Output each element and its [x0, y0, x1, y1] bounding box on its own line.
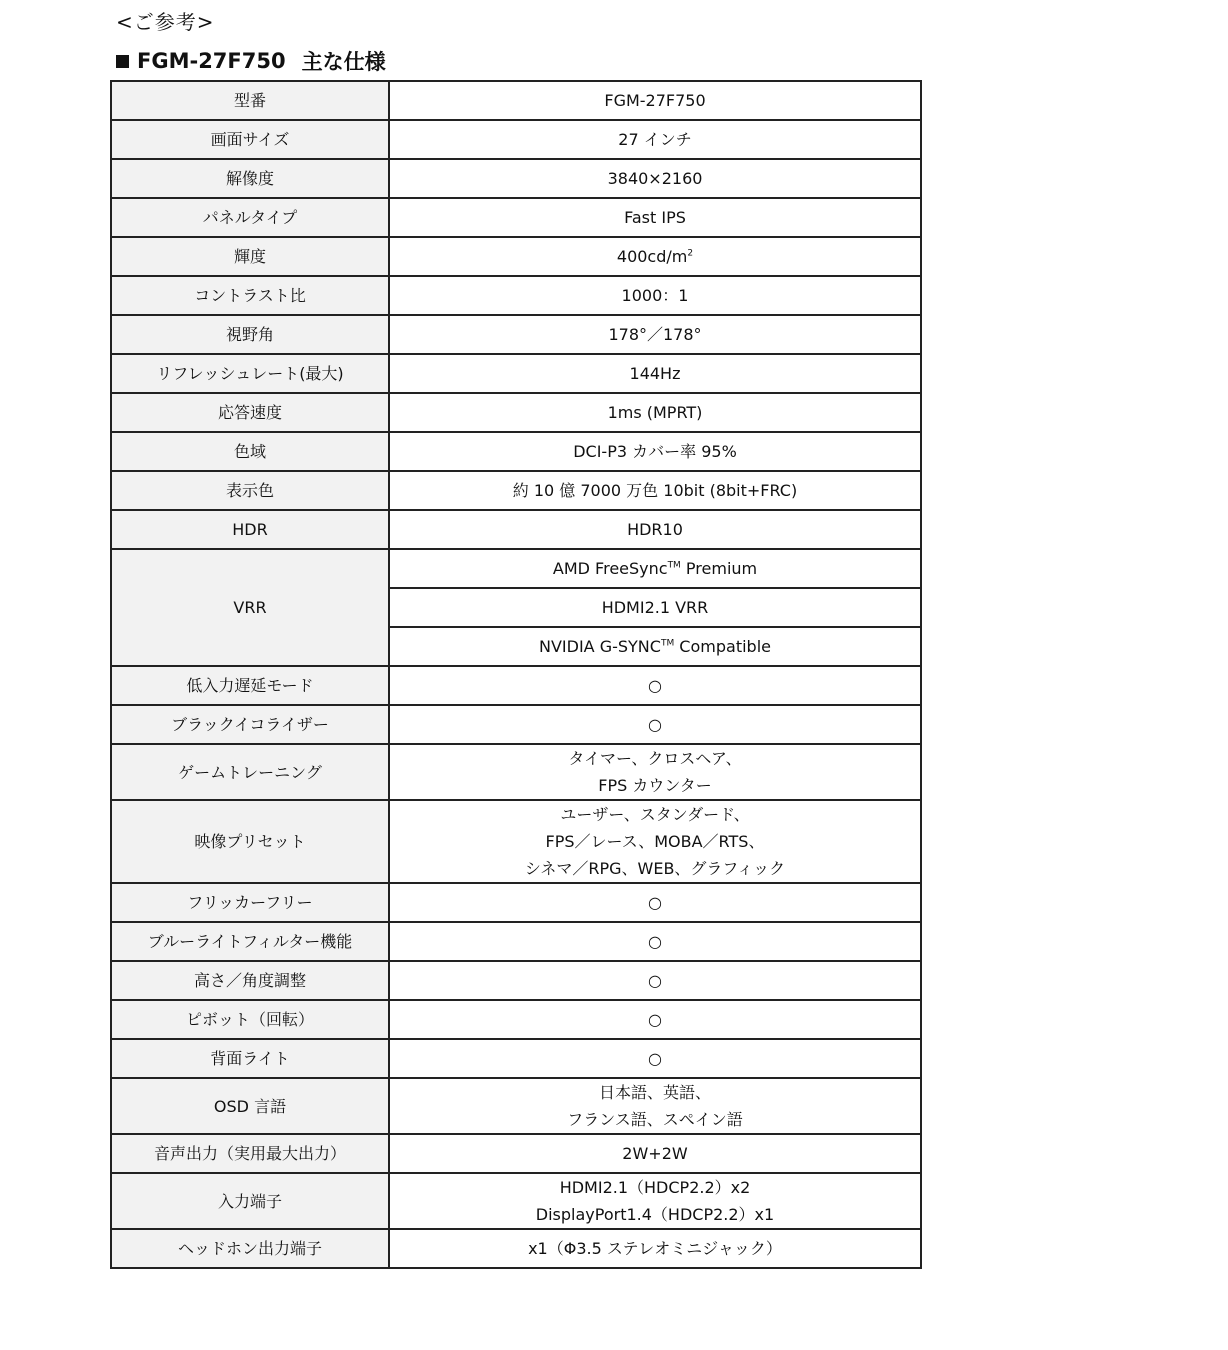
spec-value	[389, 800, 921, 883]
spec-label: フリッカーフリー	[111, 883, 389, 922]
spec-value-line: シネマ／RPG、WEB、グラフィック	[524, 859, 786, 878]
trademark-superscript: TM	[667, 560, 681, 571]
spec-value-line: DisplayPort1.4（HDCP2.2）x1	[535, 1205, 775, 1224]
spec-value: FGM-27F750	[389, 81, 921, 120]
spec-value: DCI-P3 カバー率 95%	[389, 432, 921, 471]
table-row	[111, 1039, 921, 1078]
brightness-superscript: 2	[687, 248, 694, 259]
spec-heading	[116, 46, 386, 76]
table-row	[111, 315, 921, 354]
spec-label: ピボット（回転）	[111, 1000, 389, 1039]
spec-value: ○	[389, 1000, 921, 1039]
reference-label: <ご参考>	[116, 10, 215, 34]
spec-value-line: 日本語、英語、	[598, 1083, 711, 1102]
table-row	[111, 549, 921, 588]
spec-value-line: FPS カウンター	[598, 776, 712, 795]
table-row	[111, 159, 921, 198]
spec-label: 低入力遅延モード	[111, 666, 389, 705]
spec-label: 輝度	[111, 237, 389, 276]
spec-value: ○	[389, 961, 921, 1000]
table-row	[111, 81, 921, 120]
spec-label: VRR	[111, 549, 389, 666]
table-row	[111, 922, 921, 961]
spec-label: 画面サイズ	[111, 120, 389, 159]
spec-label: 高さ／角度調整	[111, 961, 389, 1000]
spec-value	[389, 237, 921, 276]
spec-label: 入力端子	[111, 1173, 389, 1229]
table-row	[111, 666, 921, 705]
vrr-hdmi-text: HDMI2.1 VRR	[601, 598, 709, 617]
table-row	[111, 354, 921, 393]
spec-value: ○	[389, 922, 921, 961]
spec-value: ○	[389, 666, 921, 705]
table-row	[111, 276, 921, 315]
spec-value: x1（Φ3.5 ステレオミニジャック）	[389, 1229, 921, 1268]
spec-label: OSD 言語	[111, 1078, 389, 1134]
spec-value	[389, 1078, 921, 1134]
spec-value	[389, 588, 921, 627]
trademark-superscript: TM	[660, 638, 675, 649]
spec-value: HDR10	[389, 510, 921, 549]
table-row	[111, 961, 921, 1000]
spec-value: 3840×2160	[389, 159, 921, 198]
spec-value: 2W+2W	[389, 1134, 921, 1173]
spec-value-line: FPS／レース、MOBA／RTS、	[545, 832, 765, 851]
table-row	[111, 393, 921, 432]
table-row	[111, 237, 921, 276]
heading-suffix: 主な仕様	[301, 50, 386, 74]
spec-value	[389, 627, 921, 666]
spec-value: 1000：1	[389, 276, 921, 315]
spec-label: リフレッシュレート(最大)	[111, 354, 389, 393]
spec-table	[110, 80, 922, 1269]
spec-label: 音声出力（実用最大出力）	[111, 1134, 389, 1173]
vrr-gsync-text: NVIDIA G-SYNC	[539, 637, 661, 656]
spec-label: ブラックイコライザー	[111, 705, 389, 744]
spec-label: HDR	[111, 510, 389, 549]
table-row	[111, 883, 921, 922]
table-row	[111, 471, 921, 510]
spec-label: ブルーライトフィルター機能	[111, 922, 389, 961]
heading-model: FGM-27F750	[137, 49, 286, 73]
spec-label: 応答速度	[111, 393, 389, 432]
vrr-freesync-text: AMD FreeSync	[552, 559, 668, 578]
table-row	[111, 120, 921, 159]
spec-value: ○	[389, 1039, 921, 1078]
spec-label: 色域	[111, 432, 389, 471]
table-row	[111, 1229, 921, 1268]
table-row	[111, 1173, 921, 1229]
spec-label: 映像プリセット	[111, 800, 389, 883]
spec-label: パネルタイプ	[111, 198, 389, 237]
spec-value-line: フランス語、スペイン語	[567, 1110, 743, 1129]
spec-value: ○	[389, 883, 921, 922]
table-row	[111, 432, 921, 471]
spec-label: コントラスト比	[111, 276, 389, 315]
vrr-freesync-suffix: Premium	[680, 559, 758, 578]
spec-value: Fast IPS	[389, 198, 921, 237]
spec-value: 27 インチ	[389, 120, 921, 159]
table-row	[111, 800, 921, 883]
spec-label: 解像度	[111, 159, 389, 198]
vrr-gsync-suffix: Compatible	[674, 637, 771, 656]
spec-label: ヘッドホン出力端子	[111, 1229, 389, 1268]
spec-value: 約 10 億 7000 万色 10bit (8bit+FRC)	[389, 471, 921, 510]
table-row	[111, 705, 921, 744]
table-row	[111, 198, 921, 237]
spec-value-line: タイマー、クロスヘア、	[568, 749, 742, 768]
spec-value-line: HDMI2.1（HDCP2.2）x2	[559, 1178, 751, 1197]
square-bullet-icon	[116, 55, 129, 68]
spec-value: ○	[389, 705, 921, 744]
spec-label: ゲームトレーニング	[111, 744, 389, 800]
table-row	[111, 510, 921, 549]
table-row	[111, 744, 921, 800]
spec-value	[389, 1173, 921, 1229]
brightness-value: 400cd/m	[616, 247, 688, 266]
spec-value: 178°／178°	[389, 315, 921, 354]
spec-value-line: ユーザー、スタンダード、	[560, 805, 750, 824]
spec-label: 表示色	[111, 471, 389, 510]
spec-value	[389, 549, 921, 588]
table-row	[111, 1000, 921, 1039]
spec-label: 視野角	[111, 315, 389, 354]
table-row	[111, 1134, 921, 1173]
spec-label: 型番	[111, 81, 389, 120]
table-row	[111, 1078, 921, 1134]
spec-value	[389, 744, 921, 800]
spec-label: 背面ライト	[111, 1039, 389, 1078]
spec-value: 1ms (MPRT)	[389, 393, 921, 432]
spec-value: 144Hz	[389, 354, 921, 393]
